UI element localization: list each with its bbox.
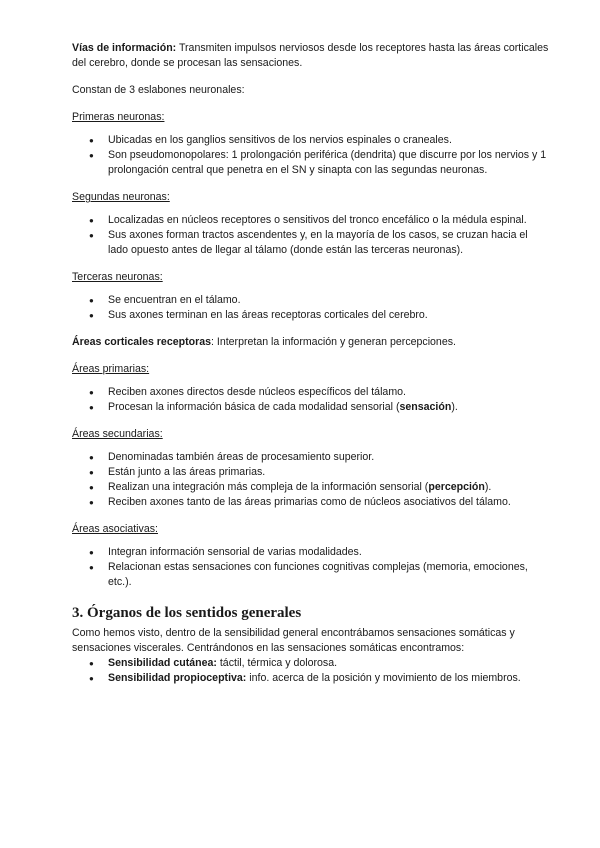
areas-corticales-paragraph <box>72 335 550 350</box>
secundarias-heading: Áreas secundarias: <box>72 428 163 440</box>
eslabones-text: Constan de 3 eslabones neuronales: <box>72 84 245 96</box>
list-item: ● Ubicadas en los ganglios sensitivos de los nervios espinales o craneales. <box>72 133 550 148</box>
intro-text: Transmiten impulsos nerviosos desde los receptores hasta las áreas corticales del cerebro, donde se procesan las sensaciones. <box>72 42 549 69</box>
sensacion-bold: sensación <box>399 401 452 413</box>
document-page <box>72 41 550 686</box>
list-item: ● Sus axones terminan en las áreas receptoras corticales del cerebro. <box>72 308 550 323</box>
list-item: ● Realizan una integración más compleja de la información sensorial (percepción). <box>72 480 550 495</box>
list-item: ● Sensibilidad cutánea: táctil, térmica y dolorosa. <box>72 656 550 671</box>
primarias-heading: Áreas primarias: <box>72 363 150 375</box>
list-item: ● Relacionan estas sensaciones con funciones cognitivas complejas (memoria, emociones, etc.). <box>72 560 550 590</box>
list-item: ● Sensibilidad propioceptiva: info. acerca de la posición y movimiento de los miembros. <box>72 671 550 686</box>
percepcion-bold: percepción <box>428 481 485 493</box>
segundas-list <box>72 213 550 258</box>
terceras-heading: Terceras neuronas: <box>72 271 163 283</box>
section-3-paragraph: Como hemos visto, dentro de la sensibilidad general encontrábamos sensaciones somáticas y sensaciones viscerales. Centrándonos en las sensaciones somáticas encontramos: <box>72 627 515 654</box>
section-3-list <box>72 656 550 686</box>
terceras-list <box>72 293 550 323</box>
primeras-list <box>72 133 550 178</box>
list-item: ● Se encuentran en el tálamo. <box>72 293 550 308</box>
list-item: ● Reciben axones tanto de las áreas primarias como de núcleos asociativos del tálamo. <box>72 495 550 510</box>
areas-corticales-text: : Interpretan la información y generan percepciones. <box>210 336 456 348</box>
list-item: ● Integran información sensorial de varias modalidades. <box>72 545 550 560</box>
list-item: ● Reciben axones directos desde núcleos específicos del tálamo. <box>72 385 550 400</box>
list-item: ● Denominadas también áreas de procesamiento superior. <box>72 450 550 465</box>
areas-corticales-label: Áreas corticales receptoras <box>72 336 211 348</box>
primarias-list <box>72 385 550 415</box>
primeras-heading: Primeras neuronas: <box>72 111 165 123</box>
list-item: ● Están junto a las áreas primarias. <box>72 465 550 480</box>
list-item: ● Son pseudomonopolares: 1 prolongación periférica (dendrita) que discurre por los nervios y 1 prolongación central que penetra en el SN y sinapta con las segundas neuronas. <box>72 148 550 178</box>
list-item: ● Sus axones forman tractos ascendentes y, en la mayoría de los casos, se cruzan hacia el lado opuesto antes de llegar al tálamo (donde están las terceras neuronas). <box>72 228 550 258</box>
list-item: ● Localizadas en núcleos receptores o sensitivos del tronco encefálico o la médula espinal. <box>72 213 550 228</box>
list-item: ● Procesan la información básica de cada modalidad sensorial (sensación). <box>72 400 550 415</box>
section-3-title: 3. Órganos de los sentidos generales <box>72 605 302 621</box>
segundas-heading: Segundas neuronas: <box>72 191 170 203</box>
asociativas-list <box>72 545 550 590</box>
intro-paragraph <box>72 41 550 71</box>
asociativas-heading: Áreas asociativas: <box>72 523 158 535</box>
secundarias-list <box>72 450 550 510</box>
intro-label: Vías de información: <box>72 42 177 54</box>
